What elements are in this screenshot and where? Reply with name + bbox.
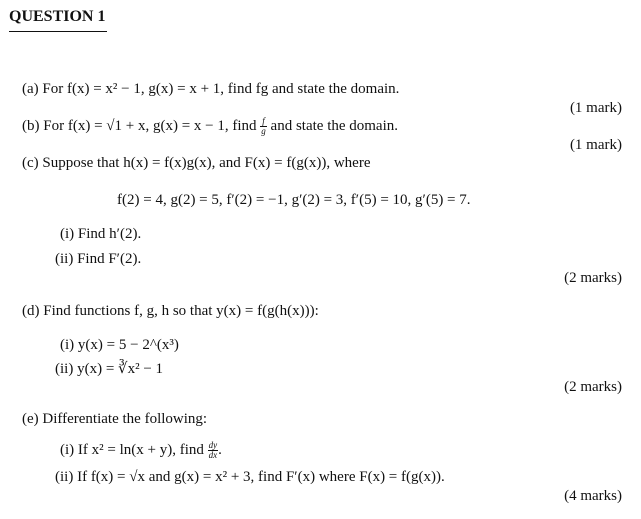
part-d-text: (d) Find functions f, g, h so that y(x) = f(g(h(x))): [22, 303, 319, 319]
title-underline [9, 31, 107, 32]
part-a-marks: (1 mark) [569, 100, 622, 116]
fraction-denominator: dx [208, 450, 218, 461]
part-b-text-before: (b) For f(x) = √1 + x, g(x) = x − 1, find [22, 118, 261, 134]
part-e-ii: (ii) If f(x) = √x and g(x) = x² + 3, find F′(x) where F(x) = f(g(x)). [55, 469, 445, 485]
fraction-denominator: g [261, 126, 266, 137]
fraction-numerator: f [262, 116, 265, 127]
part-e-i-after: . [218, 442, 222, 458]
part-e-i-before: (i) If x² = ln(x + y), find [60, 442, 208, 458]
part-b-marks: (1 mark) [569, 137, 622, 153]
part-c-i: (i) Find h′(2). [60, 226, 142, 242]
question-title: QUESTION 1 [9, 8, 106, 25]
part-e-i [60, 441, 222, 460]
part-c-text: (c) Suppose that h(x) = f(x)g(x), and F(x) = f(g(x)), where [22, 155, 371, 171]
part-c-given-values: f(2) = 4, g(2) = 5, f′(2) = −1, g′(2) = 3, f′(5) = 10, g′(5) = 7. [117, 192, 471, 208]
fraction-numerator: dy [208, 440, 218, 451]
part-c-marks: (2 marks) [564, 270, 622, 286]
part-b-text [22, 117, 398, 136]
part-b-text-after: and state the domain. [266, 118, 399, 134]
part-d-marks: (2 marks) [564, 379, 622, 395]
part-e-text: (e) Differentiate the following: [22, 411, 208, 427]
part-a-text: (a) For f(x) = x² − 1, g(x) = x + 1, find fg and state the domain. [22, 81, 400, 97]
part-d-i: (i) y(x) = 5 − 2^(x³) [60, 337, 179, 353]
fraction-dy-dx [208, 441, 219, 460]
part-d-ii: (ii) y(x) = ∛x² − 1 [55, 361, 164, 377]
part-c-ii: (ii) Find F′(2). [55, 251, 142, 267]
part-e-marks: (4 marks) [564, 488, 622, 504]
